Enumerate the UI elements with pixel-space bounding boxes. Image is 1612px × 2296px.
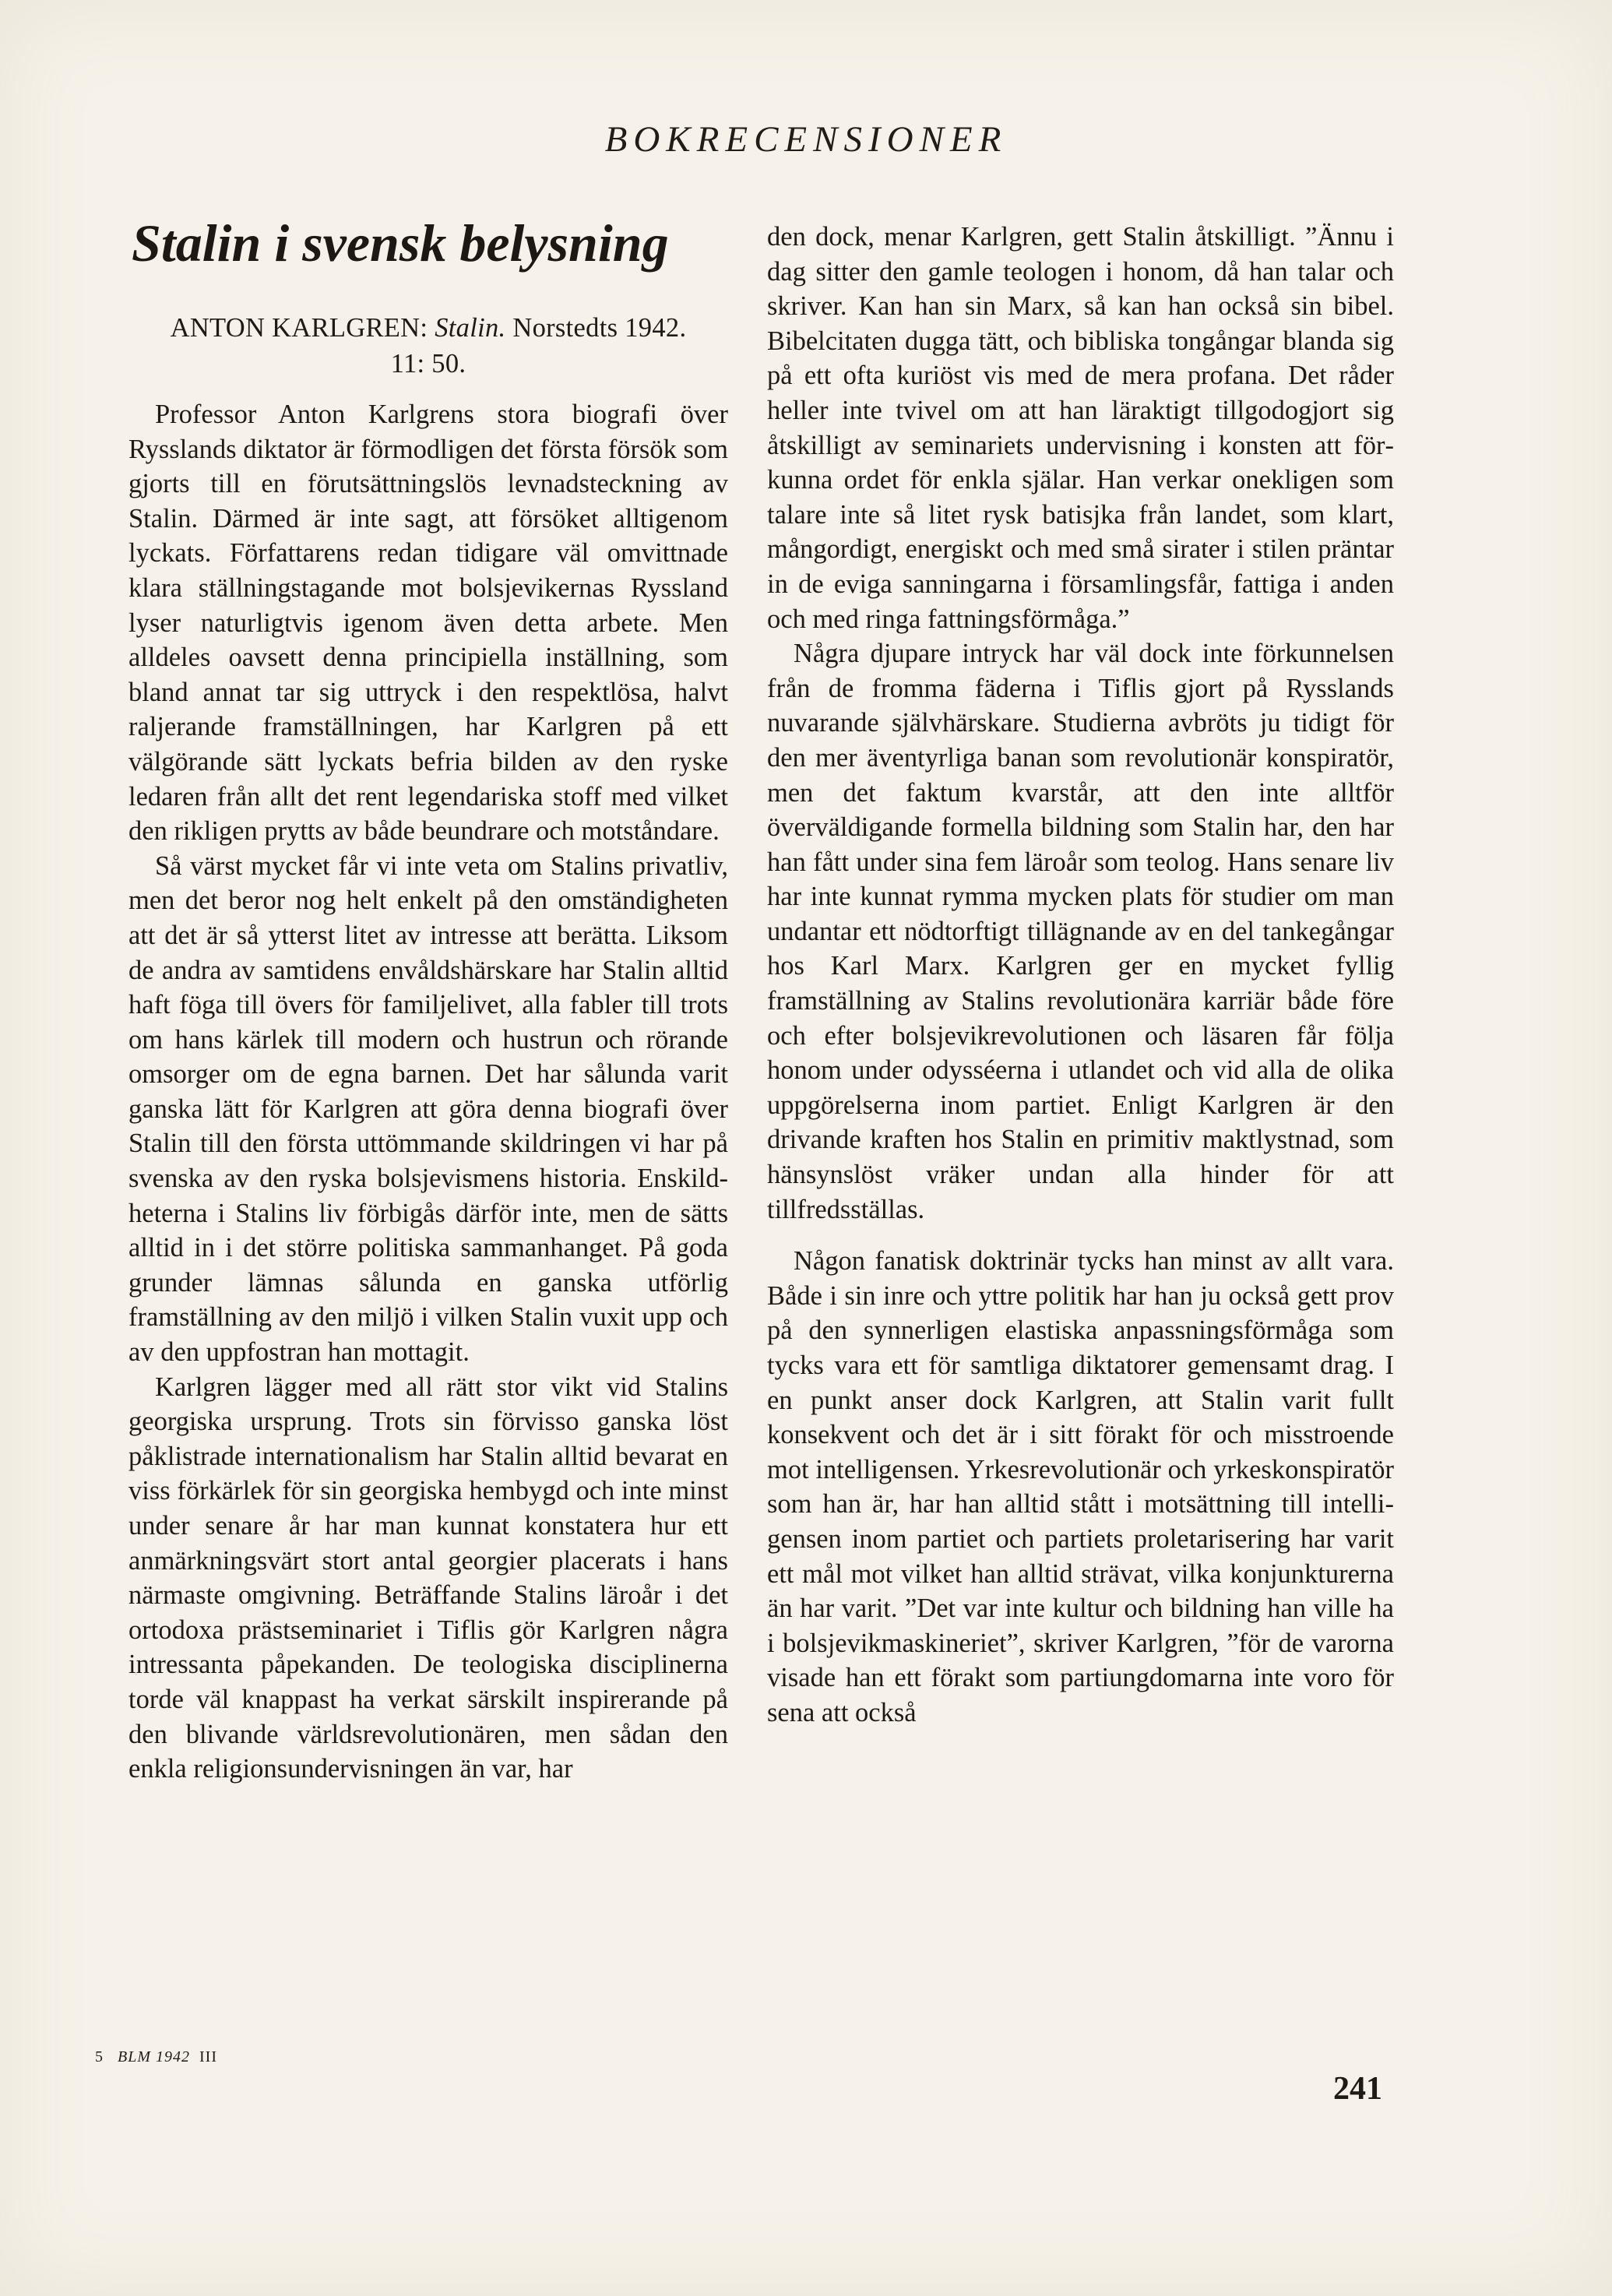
paragraph: Någon fanatisk doktrinär tycks han minst av allt vara. Både i sin inre och yttre politik har han ju också gett prov på den synnerligen elastiska anpassningsförmåga som tycks vara ett för samtliga diktatorer gemensamt drag. I en punkt anser dock Karlgren, att Stalin varit fullt konsekvent och det är i sitt förakt för och misstroende mot intelligensen. Yrkesrevolutionär och yrkeskonspiratör som han är, har han alltid stått i motsättning till intelligensen inom partiet och partiets proletarisering har varit ett mål mot vilket han alltid strävat, vilka konjunkturerna än har varit. ”Det var inte kultur och bildning han ville ha i bolsjevikmaskineriet”, skriver Karlgren, ”för de varorna visade han ett förakt som partiungdomarna inte voro för sena att också: [767, 1246, 1394, 1727]
page-number: 241: [1333, 2071, 1382, 2107]
book-title: Stalin.: [435, 313, 506, 343]
section-heading: BOKRECENSIONER: [604, 119, 1008, 160]
book-price: 11: 50.: [390, 349, 466, 379]
paragraph: Så värst mycket får vi inte veta om Stalins privatliv, men det beror nog helt enkelt på den omständigheten att det är så ytterst litet av intresse att berätta. Liksom de andra av samtidens envåldshärskare har Stalin alltid haft föga till övers för familjelivet, alla fabler till trots om hans kärlek till modern och hustrun och rörande omsorger om de egna barnen. Det har sålunda varit ganska lätt för Karlgren att göra denna biografi över Stalin till den första uttömmande skildringen vi har på svenska av den ryska bolsjevismens historia. Enskildheterna i Stalins liv förbigås därför inte, men de sätts alltid in i det större politiska sammanhanget. På goda grunder lämnas sålunda en ganska utförlig framställning av den miljö i vilken Stalin vuxit upp och av den uppfostran han mottagit.: [128, 850, 728, 1368]
paragraph: Några djupare intryck har väl dock inte förkunnelsen från de fromma fäderna i Tiflis gjort på Rysslands nuvarande självhärskare. Studierna avbröts ju tidigt för den mer äventyrliga banan som revolutionär konspiratör, men det faktum kvarstår, att den inte alltför överväldigande formella bildning som Stalin har, den har han fått under sina fem läroår som teolog. Hans senare liv har inte kunnat rymma mycken plats för studier om man undantar ett nödtorftigt tillägnande av en del tankegångar hos Karl Marx. Karlgren ger en mycket fyllig framställning av Stalins revolutionära karriär både före och efter bolsjevikrevolutionen och läsaren får följa honom under odysséerna i utlandet och vid alla de olika uppgörelserna inom partiet. Enligt Karlgren är den drivande kraften hos Stalin en primitiv maktlystnad, som hänsynslöst vräker undan alla hinder för att tillfredsställas.: [767, 639, 1394, 1224]
left-column: [128, 210, 728, 1787]
journal-volume: III: [199, 2048, 217, 2065]
book-reference: [128, 310, 728, 382]
book-publisher: Norstedts 1942.: [512, 313, 687, 343]
footer-signature: [95, 2048, 217, 2066]
review-title: Stalin i svensk belysning: [132, 213, 669, 273]
signature-number: 5: [95, 2048, 104, 2065]
paragraph: Karlgren lägger med all rätt stor vikt vid Stalins georgiska ursprung. Trots sin förvisso ganska löst påklistrade internationalism har Stalin alltid bevarat en viss förkärlek för sin georgiska hembygd och inte minst under senare år har man kunnat konstatera hur ett anmärkningsvärt stort antal georgier placerats i hans närmaste omgivning. Beträffande Stalins läroår i det ortodoxa prästseminariet i Tiflis gör Karlgren några intressanta påpekanden. De teologiska disciplinerna torde väl knappast ha verkat särskilt inspirerande på den blivande världsrevolutionären, men sådan den enkla religionsundervisningen än var, har: [128, 1372, 728, 1784]
paragraph: Professor Anton Karlgrens stora biografi över Rysslands diktator är förmodligen det första försök som gjorts till en förutsättningslös levnadsteckning av Stalin. Därmed är inte sagt, att försöket alltigenom lyckats. Författarens redan tidigare väl omvittnade klara ställningstagande mot bolsjevikernas Ryssland lyser naturligtvis igenom även detta arbete. Men alldeles oavsett denna principiella inställning, som bland annat tar sig uttryck i den respektlösa, halvt raljerande framställningen, har Karlgren på ett välgörande sätt lyckats befria bilden av den ryske ledaren från allt det rent legendariska stoff med vilket den rikligen prytts av både beundrare och motståndare.: [128, 400, 728, 847]
right-column: [767, 220, 1394, 1731]
paragraph: den dock, menar Karlgren, gett Stalin åtskilligt. ”Ännu i dag sitter den gamle teologen i honom, då han talar och skriver. Kan han sin Marx, så kan han också sin bibel. Bibelcitaten dugga tätt, och bibliska tongångar blanda sig på ett ofta kuriöst vis med de mera profana. Det råder heller inte tvivel om att han läraktigt tillgodogjort sig åtskilligt av seminariets undervisning i konsten att förkunna ordet för enkla själar. Han verkar onekligen som talare inte så litet rysk batisjka från landet, som klart, mångordigt, energiskt och med små sirater i stilen präntar in de eviga sanningarna i församlingsfår, fattiga i anden och med ringa fattningsförmåga.”: [767, 222, 1394, 634]
journal-name: BLM 1942: [118, 2048, 190, 2065]
book-author: ANTON KARLGREN:: [170, 313, 428, 343]
